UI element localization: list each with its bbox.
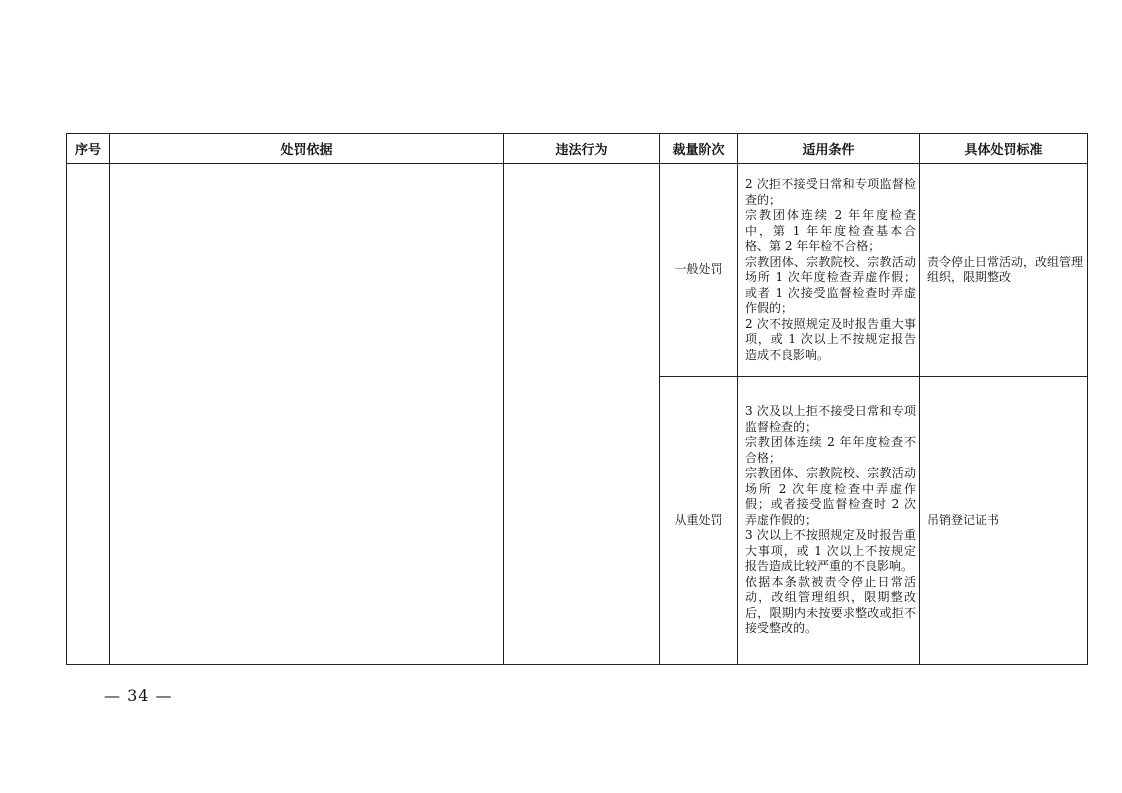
table-header-row [67, 134, 1088, 164]
header-basis: 处罚依据 [110, 134, 504, 164]
header-standard: 具体处罚标准 [920, 134, 1088, 164]
header-serial: 序号 [67, 134, 110, 164]
condition-item: 依据本条款被责令停止日常活动，改组管理组织，限期整改后，限期内未按要求整改或拒不接受整改的。 [745, 574, 916, 636]
conditions-cell [738, 164, 920, 377]
condition-item: 宗教团体连续 2 年年度检查不合格； [745, 435, 916, 465]
table-row [67, 164, 1088, 377]
condition-item: 宗教团体、宗教院校、宗教活动场所 1 次年度检查弄虚作假；或者 1 次接受监督检查时弄虚作假的； [745, 254, 916, 315]
standard-cell: 责令停止日常活动，改组管理组织，限期整改 [920, 164, 1088, 377]
standard-cell: 吊销登记证书 [920, 377, 1088, 665]
level-cell: 一般处罚 [660, 164, 738, 377]
condition-item: 2 次不按照规定及时报告重大事项，或 1 次以上不按规定报告造成不良影响。 [745, 316, 916, 362]
level-cell: 从重处罚 [660, 377, 738, 665]
violation-cell [504, 164, 660, 665]
condition-item: 2 次拒不接受日常和专项监督检查的； [745, 177, 916, 207]
header-level: 裁量阶次 [660, 134, 738, 164]
serial-cell [67, 164, 110, 665]
page-number: — 34 — [104, 686, 173, 705]
condition-item: 宗教团体连续 2 年年度检查中，第 1 年年度检查基本合格、第 2 年年检不合格； [745, 208, 916, 253]
condition-item: 3 次及以上拒不接受日常和专项监督检查的； [745, 404, 916, 434]
basis-cell [110, 164, 504, 665]
penalty-table [66, 133, 1088, 665]
header-violation: 违法行为 [504, 134, 660, 164]
header-conditions: 适用条件 [738, 134, 920, 164]
conditions-cell [738, 377, 920, 665]
condition-item: 宗教团体、宗教院校、宗教活动场所 2 次年度检查中弄虚作假；或者接受监督检查时 2 次弄虚作假的； [745, 466, 916, 527]
condition-item: 3 次以上不按照规定及时报告重大事项，或 1 次以上不按规定报告造成比较严重的不良影响。 [745, 528, 916, 574]
